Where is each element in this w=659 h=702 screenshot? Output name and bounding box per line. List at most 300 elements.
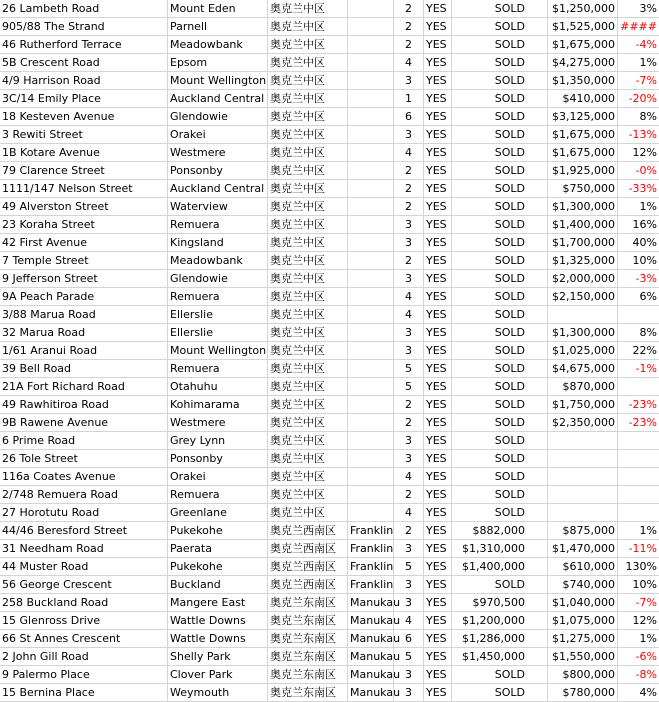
district-cell[interactable]: 奥克兰东南区 [268, 648, 348, 665]
address-cell[interactable]: 9 Jefferson Street [0, 270, 168, 287]
yes-cell[interactable]: YES [424, 468, 452, 485]
yes-cell[interactable]: YES [424, 54, 452, 71]
suburb-cell[interactable]: Wattle Downs [168, 612, 268, 629]
bedrooms-cell[interactable]: 5 [394, 558, 424, 575]
yes-cell[interactable]: YES [424, 180, 452, 197]
suburb-cell[interactable]: Meadowbank [168, 252, 268, 269]
bedrooms-cell[interactable]: 5 [394, 648, 424, 665]
table-row[interactable] [0, 630, 659, 648]
district-cell[interactable]: 奥克兰中区 [268, 468, 348, 485]
yes-cell[interactable]: YES [424, 252, 452, 269]
bedrooms-cell[interactable]: 2 [394, 252, 424, 269]
board-cell[interactable] [348, 468, 394, 485]
suburb-cell[interactable]: Mangere East [168, 594, 268, 611]
district-cell[interactable]: 奥克兰中区 [268, 36, 348, 53]
price-cell[interactable]: $1,675,000 [548, 36, 618, 53]
bedrooms-cell[interactable]: 3 [394, 450, 424, 467]
change-cell[interactable]: 1% [639, 524, 657, 537]
table-row[interactable] [0, 360, 659, 378]
table-row[interactable] [0, 684, 659, 702]
price-cell[interactable]: $1,300,000 [548, 198, 618, 215]
price-cell[interactable]: $3,125,000 [548, 108, 618, 125]
district-cell[interactable]: 奥克兰中区 [268, 0, 348, 17]
address-cell[interactable]: 66 St Annes Crescent [0, 630, 168, 647]
district-cell[interactable]: 奥克兰中区 [268, 216, 348, 233]
address-cell[interactable]: 3 Rewiti Street [0, 126, 168, 143]
table-row[interactable] [0, 324, 659, 342]
cv-cell[interactable]: SOLD [452, 18, 548, 35]
suburb-cell[interactable]: Grey Lynn [168, 432, 268, 449]
yes-cell[interactable]: YES [424, 630, 452, 647]
price-cell[interactable] [548, 306, 618, 323]
district-cell[interactable]: 奥克兰中区 [268, 486, 348, 503]
suburb-cell[interactable]: Clover Park [168, 666, 268, 683]
district-cell[interactable]: 奥克兰中区 [268, 450, 348, 467]
suburb-cell[interactable]: Mount Wellington [170, 344, 267, 357]
bedrooms-cell[interactable]: 4 [394, 54, 424, 71]
table-row[interactable] [0, 396, 659, 414]
district-cell[interactable]: 奥克兰中区 [268, 324, 348, 341]
bedrooms-cell[interactable]: 3 [394, 234, 424, 251]
change-cell[interactable]: -20% [628, 92, 657, 105]
board-cell[interactable]: Manukau [350, 650, 401, 663]
yes-cell[interactable]: YES [424, 504, 452, 521]
yes-cell[interactable]: YES [424, 396, 452, 413]
yes-cell[interactable]: YES [424, 576, 452, 593]
yes-cell[interactable]: YES [424, 198, 452, 215]
district-cell[interactable]: 奥克兰西南区 [268, 576, 348, 593]
board-cell[interactable] [348, 306, 394, 323]
table-row[interactable] [0, 612, 659, 630]
yes-cell[interactable]: YES [424, 108, 452, 125]
change-cell[interactable]: 8% [639, 326, 657, 339]
district-cell[interactable]: 奥克兰中区 [268, 198, 348, 215]
cv-cell[interactable]: SOLD [452, 126, 548, 143]
address-cell[interactable]: 46 Rutherford Terrace [0, 36, 168, 53]
cv-cell[interactable]: SOLD [452, 432, 548, 449]
change-cell[interactable]: 10% [632, 254, 657, 267]
suburb-cell[interactable]: Meadowbank [168, 36, 268, 53]
cv-cell[interactable]: SOLD [452, 198, 548, 215]
board-cell[interactable]: Franklin [350, 578, 394, 591]
yes-cell[interactable]: YES [424, 90, 452, 107]
yes-cell[interactable]: YES [424, 594, 452, 611]
district-cell[interactable]: 奥克兰中区 [268, 432, 348, 449]
district-cell[interactable]: 奥克兰西南区 [268, 540, 348, 557]
table-row[interactable] [0, 270, 659, 288]
cv-cell[interactable]: SOLD [452, 414, 548, 431]
district-cell[interactable]: 奥克兰西南区 [268, 522, 348, 539]
price-cell[interactable]: $780,000 [548, 684, 618, 701]
cv-cell[interactable]: SOLD [452, 72, 548, 89]
suburb-cell[interactable]: Westmere [168, 414, 268, 431]
cv-cell[interactable]: SOLD [452, 234, 548, 251]
board-cell[interactable] [348, 144, 394, 161]
address-cell[interactable]: 1/61 Aranui Road [0, 342, 168, 359]
price-cell[interactable]: $4,275,000 [548, 54, 618, 71]
price-cell[interactable]: $800,000 [548, 666, 618, 683]
address-cell[interactable]: 3C/14 Emily Place [0, 90, 168, 107]
district-cell[interactable]: 奥克兰中区 [268, 126, 348, 143]
board-cell[interactable] [348, 324, 394, 341]
bedrooms-cell[interactable]: 2 [394, 180, 424, 197]
cv-cell[interactable]: SOLD [452, 180, 548, 197]
suburb-cell[interactable]: Ellerslie [168, 306, 268, 323]
cv-cell[interactable]: $970,500 [452, 594, 548, 611]
change-cell[interactable]: -23% [628, 416, 657, 429]
cv-cell[interactable]: SOLD [452, 378, 548, 395]
change-cell[interactable] [618, 378, 659, 395]
suburb-cell[interactable]: Wattle Downs [168, 630, 268, 647]
bedrooms-cell[interactable]: 2 [394, 18, 424, 35]
cv-cell[interactable]: $882,000 [452, 522, 548, 539]
table-row[interactable] [0, 252, 659, 270]
price-cell[interactable]: $870,000 [548, 378, 618, 395]
board-cell[interactable] [348, 288, 394, 305]
bedrooms-cell[interactable]: 3 [394, 216, 424, 233]
yes-cell[interactable]: YES [424, 486, 452, 503]
change-cell[interactable]: -33% [628, 182, 657, 195]
table-row[interactable] [0, 288, 659, 306]
change-cell[interactable]: -6% [635, 650, 657, 663]
cv-cell[interactable]: SOLD [452, 252, 548, 269]
board-cell[interactable] [348, 378, 394, 395]
district-cell[interactable]: 奥克兰东南区 [268, 630, 348, 647]
table-row[interactable] [0, 576, 659, 594]
change-cell[interactable]: 12% [632, 146, 657, 159]
suburb-cell[interactable]: Remuera [168, 486, 268, 503]
address-cell[interactable]: 15 Bernina Place [0, 684, 168, 701]
address-cell[interactable]: 2 John Gill Road [0, 648, 168, 665]
price-cell[interactable]: $1,700,000 [548, 234, 618, 251]
bedrooms-cell[interactable]: 2 [394, 522, 424, 539]
address-cell[interactable]: 31 Needham Road [0, 540, 168, 557]
suburb-cell[interactable]: Westmere [168, 144, 268, 161]
table-row[interactable] [0, 450, 659, 468]
suburb-cell[interactable]: Kingsland [168, 234, 268, 251]
district-cell[interactable]: 奥克兰中区 [268, 360, 348, 377]
change-cell[interactable]: -3% [635, 272, 657, 285]
board-cell[interactable] [348, 54, 394, 71]
yes-cell[interactable]: YES [424, 36, 452, 53]
address-cell[interactable]: 1B Kotare Avenue [0, 144, 168, 161]
bedrooms-cell[interactable]: 6 [394, 630, 424, 647]
change-cell[interactable]: 12% [632, 614, 657, 627]
address-cell[interactable]: 15 Glenross Drive [0, 612, 168, 629]
change-cell[interactable] [618, 468, 659, 485]
address-cell[interactable]: 9B Rawene Avenue [0, 414, 168, 431]
table-row[interactable] [0, 198, 659, 216]
table-row[interactable] [0, 522, 659, 540]
address-cell[interactable]: 5B Crescent Road [0, 54, 168, 71]
change-cell[interactable]: 1% [639, 632, 657, 645]
table-row[interactable] [0, 36, 659, 54]
yes-cell[interactable]: YES [424, 144, 452, 161]
board-cell[interactable] [348, 108, 394, 125]
board-cell[interactable] [348, 270, 394, 287]
price-cell[interactable]: $1,250,000 [548, 0, 618, 17]
address-cell[interactable]: 44 Muster Road [0, 558, 168, 575]
board-cell[interactable] [348, 450, 394, 467]
district-cell[interactable]: 奥克兰中区 [268, 252, 348, 269]
table-row[interactable] [0, 504, 659, 522]
address-cell[interactable]: 32 Marua Road [0, 324, 168, 341]
change-cell[interactable]: -1% [635, 362, 657, 375]
suburb-cell[interactable]: Ponsonby [168, 450, 268, 467]
yes-cell[interactable]: YES [424, 666, 452, 683]
cv-cell[interactable]: SOLD [452, 270, 548, 287]
suburb-cell[interactable]: Remuera [168, 216, 268, 233]
address-cell[interactable]: 49 Rawhitiroa Road [0, 396, 168, 413]
table-row[interactable] [0, 432, 659, 450]
address-cell[interactable]: 56 George Crescent [0, 576, 168, 593]
district-cell[interactable]: 奥克兰中区 [268, 288, 348, 305]
cv-cell[interactable]: SOLD [452, 360, 548, 377]
price-cell[interactable]: $4,675,000 [548, 360, 618, 377]
bedrooms-cell[interactable]: 3 [394, 666, 424, 683]
table-row[interactable] [0, 378, 659, 396]
cv-cell[interactable]: SOLD [452, 90, 548, 107]
table-row[interactable] [0, 648, 659, 666]
bedrooms-cell[interactable]: 2 [394, 198, 424, 215]
price-cell[interactable]: $410,000 [548, 90, 618, 107]
price-cell[interactable]: $2,000,000 [548, 270, 618, 287]
district-cell[interactable]: 奥克兰中区 [268, 54, 348, 71]
bedrooms-cell[interactable]: 4 [394, 468, 424, 485]
board-cell[interactable] [348, 504, 394, 521]
board-cell[interactable]: Manukau [350, 596, 401, 609]
bedrooms-cell[interactable]: 3 [394, 72, 424, 89]
bedrooms-cell[interactable]: 2 [394, 414, 424, 431]
district-cell[interactable]: 奥克兰中区 [268, 378, 348, 395]
district-cell[interactable]: 奥克兰中区 [268, 234, 348, 251]
table-row[interactable] [0, 126, 659, 144]
table-row[interactable] [0, 162, 659, 180]
price-cell[interactable]: $1,025,000 [548, 342, 618, 359]
price-cell[interactable]: $1,750,000 [548, 396, 618, 413]
price-cell[interactable]: $1,300,000 [548, 324, 618, 341]
table-row[interactable] [0, 468, 659, 486]
bedrooms-cell[interactable]: 4 [394, 612, 424, 629]
board-cell[interactable] [348, 198, 394, 215]
board-cell[interactable] [348, 0, 394, 17]
address-cell[interactable]: 9A Peach Parade [0, 288, 168, 305]
price-cell[interactable]: $1,350,000 [548, 72, 618, 89]
board-cell[interactable] [348, 432, 394, 449]
suburb-cell[interactable]: Kohimarama [168, 396, 268, 413]
address-cell[interactable]: 23 Koraha Street [0, 216, 168, 233]
address-cell[interactable]: 79 Clarence Street [0, 162, 168, 179]
cv-cell[interactable]: $1,400,000 [452, 558, 548, 575]
suburb-cell[interactable]: Parnell [168, 18, 268, 35]
district-cell[interactable]: 奥克兰中区 [268, 144, 348, 161]
price-cell[interactable]: $610,000 [548, 558, 618, 575]
yes-cell[interactable]: YES [424, 540, 452, 557]
bedrooms-cell[interactable]: 3 [394, 684, 424, 701]
board-cell[interactable] [348, 18, 394, 35]
yes-cell[interactable]: YES [424, 612, 452, 629]
board-cell[interactable] [348, 252, 394, 269]
table-row[interactable] [0, 108, 659, 126]
table-row[interactable] [0, 216, 659, 234]
address-cell[interactable]: 9 Palermo Place [0, 666, 168, 683]
board-cell[interactable] [348, 414, 394, 431]
change-cell[interactable]: 130% [625, 560, 657, 573]
yes-cell[interactable]: YES [424, 414, 452, 431]
yes-cell[interactable]: YES [424, 522, 452, 539]
board-cell[interactable] [348, 216, 394, 233]
suburb-cell[interactable]: Mount Wellington [170, 74, 267, 87]
board-cell[interactable]: Manukau [350, 668, 401, 681]
price-cell[interactable]: $1,675,000 [548, 126, 618, 143]
address-cell[interactable]: 1111/147 Nelson Street [0, 180, 168, 197]
cv-cell[interactable]: SOLD [452, 0, 548, 17]
change-cell[interactable]: 4% [639, 686, 657, 699]
change-cell[interactable]: -11% [628, 542, 657, 555]
change-cell[interactable]: -0% [635, 164, 657, 177]
district-cell[interactable]: 奥克兰中区 [268, 90, 348, 107]
change-cell[interactable]: -13% [628, 128, 657, 141]
price-cell[interactable]: $875,000 [548, 522, 618, 539]
board-cell[interactable]: Manukau [350, 632, 401, 645]
address-cell[interactable]: 26 Lambeth Road [0, 0, 168, 17]
price-cell[interactable]: $1,675,000 [548, 144, 618, 161]
price-cell[interactable]: $750,000 [548, 180, 618, 197]
suburb-cell[interactable]: Glendowie [168, 108, 268, 125]
yes-cell[interactable]: YES [424, 558, 452, 575]
suburb-cell[interactable]: Shelly Park [168, 648, 268, 665]
yes-cell[interactable]: YES [424, 450, 452, 467]
cv-cell[interactable]: SOLD [452, 396, 548, 413]
bedrooms-cell[interactable]: 3 [394, 594, 424, 611]
bedrooms-cell[interactable]: 3 [394, 432, 424, 449]
bedrooms-cell[interactable]: 3 [394, 126, 424, 143]
address-cell[interactable]: 27 Horotutu Road [0, 504, 168, 521]
yes-cell[interactable]: YES [424, 684, 452, 701]
price-cell[interactable]: $1,525,000 [548, 18, 618, 35]
district-cell[interactable]: 奥克兰东南区 [268, 666, 348, 683]
cv-cell[interactable]: $1,310,000 [452, 540, 548, 557]
suburb-cell[interactable]: Otahuhu [168, 378, 268, 395]
address-cell[interactable]: 6 Prime Road [0, 432, 168, 449]
yes-cell[interactable]: YES [424, 72, 452, 89]
suburb-cell[interactable]: Pukekohe [168, 522, 268, 539]
district-cell[interactable]: 奥克兰中区 [268, 414, 348, 431]
suburb-cell[interactable]: Ponsonby [168, 162, 268, 179]
bedrooms-cell[interactable]: 3 [394, 270, 424, 287]
suburb-cell[interactable]: Orakei [168, 468, 268, 485]
bedrooms-cell[interactable]: 2 [394, 0, 424, 17]
board-cell[interactable]: Manukau [350, 614, 401, 627]
change-cell[interactable]: 1% [639, 200, 657, 213]
cv-cell[interactable]: SOLD [452, 666, 548, 683]
yes-cell[interactable]: YES [424, 360, 452, 377]
table-row[interactable] [0, 54, 659, 72]
address-cell[interactable]: 116a Coates Avenue [0, 468, 168, 485]
board-cell[interactable] [348, 72, 394, 89]
cv-cell[interactable]: SOLD [452, 468, 548, 485]
board-cell[interactable]: Franklin [350, 524, 394, 537]
bedrooms-cell[interactable]: 2 [394, 162, 424, 179]
table-row[interactable] [0, 306, 659, 324]
suburb-cell[interactable]: Buckland [168, 576, 268, 593]
change-cell[interactable]: 40% [632, 236, 657, 249]
price-cell[interactable]: $1,275,000 [548, 630, 618, 647]
price-cell[interactable]: $740,000 [548, 576, 618, 593]
bedrooms-cell[interactable]: 4 [394, 144, 424, 161]
bedrooms-cell[interactable]: 3 [394, 540, 424, 557]
change-cell[interactable]: -4% [635, 38, 657, 51]
change-cell[interactable]: 3% [639, 2, 657, 15]
price-cell[interactable]: $1,925,000 [548, 162, 618, 179]
district-cell[interactable]: 奥克兰东南区 [268, 594, 348, 611]
bedrooms-cell[interactable]: 2 [394, 36, 424, 53]
change-cell[interactable] [618, 450, 659, 467]
yes-cell[interactable]: YES [424, 288, 452, 305]
table-row[interactable] [0, 666, 659, 684]
address-cell[interactable]: 3/88 Marua Road [0, 306, 168, 323]
suburb-cell[interactable]: Remuera [168, 288, 268, 305]
yes-cell[interactable]: YES [424, 216, 452, 233]
address-cell[interactable]: 18 Kesteven Avenue [0, 108, 168, 125]
board-cell[interactable] [348, 90, 394, 107]
board-cell[interactable] [348, 234, 394, 251]
suburb-cell[interactable]: Weymouth [168, 684, 268, 701]
change-cell[interactable]: 8% [639, 110, 657, 123]
price-cell[interactable]: $2,350,000 [548, 414, 618, 431]
board-cell[interactable] [348, 342, 394, 359]
cv-cell[interactable]: SOLD [452, 684, 548, 701]
cv-cell[interactable]: SOLD [452, 144, 548, 161]
table-row[interactable] [0, 18, 659, 36]
yes-cell[interactable]: YES [424, 324, 452, 341]
suburb-cell[interactable]: Orakei [168, 126, 268, 143]
suburb-cell[interactable]: Waterview [168, 198, 268, 215]
cv-cell[interactable]: SOLD [452, 342, 548, 359]
yes-cell[interactable]: YES [424, 162, 452, 179]
address-cell[interactable]: 7 Temple Street [0, 252, 168, 269]
bedrooms-cell[interactable]: 5 [394, 360, 424, 377]
table-row[interactable] [0, 144, 659, 162]
district-cell[interactable]: 奥克兰中区 [268, 18, 348, 35]
board-cell[interactable] [348, 126, 394, 143]
board-cell[interactable] [348, 36, 394, 53]
cv-cell[interactable]: SOLD [452, 306, 548, 323]
change-cell[interactable] [618, 306, 659, 323]
address-cell[interactable]: 26 Tole Street [0, 450, 168, 467]
bedrooms-cell[interactable]: 5 [394, 378, 424, 395]
table-row[interactable] [0, 234, 659, 252]
board-cell[interactable] [348, 396, 394, 413]
cv-cell[interactable]: SOLD [452, 486, 548, 503]
district-cell[interactable]: 奥克兰西南区 [268, 558, 348, 575]
suburb-cell[interactable]: Paerata [168, 540, 268, 557]
suburb-cell[interactable]: Pukekohe [168, 558, 268, 575]
bedrooms-cell[interactable]: 3 [394, 576, 424, 593]
change-cell[interactable]: -7% [635, 74, 657, 87]
price-cell[interactable]: $1,325,000 [548, 252, 618, 269]
district-cell[interactable]: 奥克兰中区 [268, 504, 348, 521]
address-cell[interactable]: 905/88 The Strand [0, 18, 168, 35]
change-cell[interactable]: 6% [639, 290, 657, 303]
change-cell[interactable]: -23% [628, 398, 657, 411]
district-cell[interactable]: 奥克兰中区 [268, 306, 348, 323]
district-cell[interactable]: 奥克兰中区 [268, 396, 348, 413]
change-cell[interactable]: 22% [632, 344, 657, 357]
table-row[interactable] [0, 342, 659, 360]
board-cell[interactable] [348, 486, 394, 503]
bedrooms-cell[interactable]: 3 [394, 342, 424, 359]
